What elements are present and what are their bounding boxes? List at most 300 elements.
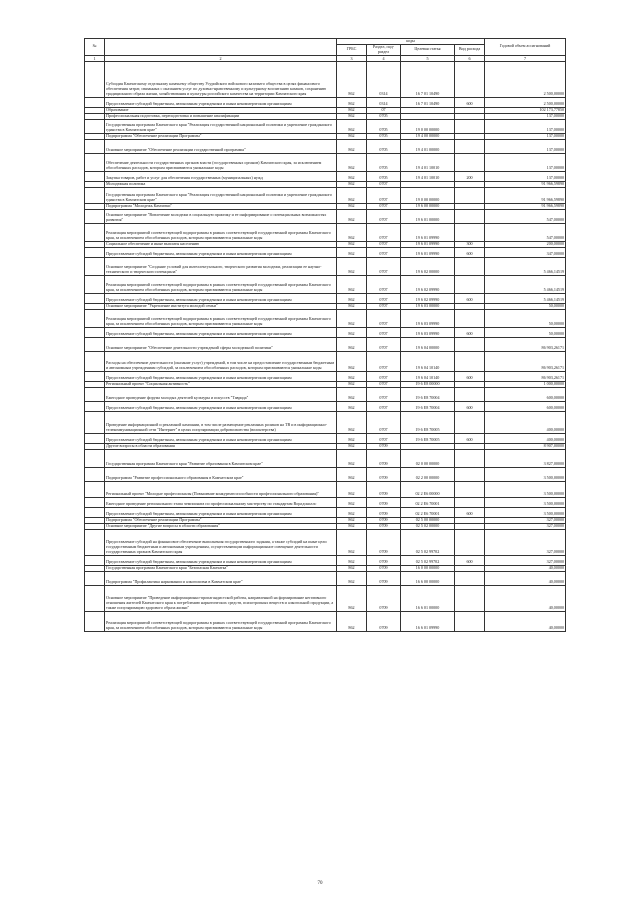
cell-target: 19 4 01 10010 (401, 171, 455, 181)
cell-exptype (455, 153, 485, 171)
cell-target: 19 6 01 09990 (401, 241, 455, 247)
cell-grbs: 862 (337, 517, 367, 523)
cell-section: 0707 (367, 387, 401, 401)
cell-target: 02 5 02 00000 (401, 523, 455, 529)
cell-target: 16 7 01 10490 (401, 97, 455, 107)
cell-name: Социальное обеспечение и иные выплаты населению (105, 241, 337, 247)
cell-section: 0705 (367, 139, 401, 153)
cell-name: Обеспечение деятельности государственных органов власти (государственных органов) Камчатского края, за исключением обособленных расходов, которым присваиваются уникальные коды (105, 153, 337, 171)
cell-amount: 137,00000 (485, 113, 566, 119)
cell-exptype (455, 529, 485, 555)
cell-name: Подпрограмма "Обеспечение реализации Программы" (105, 517, 337, 523)
cell-num (85, 153, 105, 171)
cell-target: 16 0 00 00000 (401, 565, 455, 571)
cell-num (85, 293, 105, 303)
cell-section: 0707 (367, 401, 401, 411)
cell-exptype (455, 309, 485, 327)
cell-grbs: 862 (337, 401, 367, 411)
cell-grbs: 862 (337, 247, 367, 257)
col-number: 4 (367, 55, 401, 61)
cell-grbs: 862 (337, 181, 367, 187)
cell-grbs: 862 (337, 523, 367, 529)
cell-target: 19 0 00 00000 (401, 187, 455, 203)
cell-grbs: 862 (337, 257, 367, 275)
cell-amount: 347,00000 (485, 247, 566, 257)
cell-name: Государственная программа Камчатского края "Реализация государственной национальной политики и укрепление гражданского единства в Камчатском крае" (105, 187, 337, 203)
cell-section: 0705 (367, 133, 401, 139)
header-codes: коды (337, 39, 485, 45)
cell-name: Региональный проект "Молодые профессионалы (Повышение конкурентоспособности профессионального образования)" (105, 481, 337, 497)
cell-name: Закупка товаров, работ и услуг для обеспечения государственных (муниципальных) нужд (105, 171, 337, 181)
cell-target: 02 5 00 00000 (401, 517, 455, 523)
cell-grbs: 862 (337, 133, 367, 139)
cell-target: 16 6 01 09990 (401, 611, 455, 631)
col-number: 5 (401, 55, 455, 61)
cell-num (85, 309, 105, 327)
table-row (85, 529, 566, 555)
cell-name: Предоставление субсидий бюджетным, автономным учреждениям и иным некоммерческим организациям (105, 433, 337, 443)
cell-grbs: 862 (337, 327, 367, 337)
cell-name: Основное мероприятие "Создание условий для интеллектуального, творческого развития молодежи, реализации ее научно-технического и творческого потенциала" (105, 257, 337, 275)
cell-target: 19 4 00 00000 (401, 133, 455, 139)
cell-amount: 50,00000 (485, 309, 566, 327)
cell-section: 0707 (367, 327, 401, 337)
cell-amount: 5 466,14519 (485, 275, 566, 293)
cell-target: 19 6 E8 70004 (401, 401, 455, 411)
cell-amount: 137,00000 (485, 153, 566, 171)
col-number: 2 (105, 55, 337, 61)
table-row (85, 337, 566, 351)
cell-amount: 327,00000 (485, 555, 566, 565)
cell-exptype (455, 275, 485, 293)
cell-grbs: 862 (337, 555, 367, 565)
cell-exptype: 600 (455, 247, 485, 257)
cell-exptype (455, 351, 485, 371)
cell-target: 02 5 02 99702 (401, 529, 455, 555)
cell-grbs: 862 (337, 203, 367, 209)
table-row (85, 293, 566, 303)
cell-num (85, 119, 105, 133)
table-row (85, 257, 566, 275)
cell-section: 0709 (367, 585, 401, 611)
cell-grbs: 862 (337, 411, 367, 433)
cell-exptype: 600 (455, 401, 485, 411)
cell-target: 19 6 01 09990 (401, 223, 455, 241)
cell-target: 19 6 04 10140 (401, 351, 455, 371)
cell-exptype (455, 611, 485, 631)
cell-section: 0705 (367, 113, 401, 119)
cell-grbs: 862 (337, 337, 367, 351)
cell-exptype: 300 (455, 241, 485, 247)
cell-section: 0707 (367, 371, 401, 381)
table-row (85, 327, 566, 337)
cell-exptype: 600 (455, 433, 485, 443)
cell-num (85, 61, 105, 97)
cell-exptype (455, 449, 485, 467)
cell-section: 0707 (367, 187, 401, 203)
cell-exptype (455, 467, 485, 481)
cell-name: Государственная программа Камчатского края "Развитие образования в Камчатском крае" (105, 449, 337, 467)
cell-name: Государственная программа Камчатского края "Реализация государственной национальной политики и укрепление гражданского единства в Камчатском крае" (105, 119, 337, 133)
cell-name: Другие вопросы в области образования (105, 443, 337, 449)
cell-target: 19 6 01 09990 (401, 247, 455, 257)
cell-amount: 400,00000 (485, 433, 566, 443)
table-row (85, 411, 566, 433)
cell-amount: 600,00000 (485, 387, 566, 401)
cell-section: 0709 (367, 443, 401, 449)
cell-section: 0707 (367, 257, 401, 275)
cell-section: 0707 (367, 411, 401, 433)
cell-amount: 327,00000 (485, 517, 566, 523)
table-row (85, 119, 566, 133)
cell-section: 0707 (367, 337, 401, 351)
cell-target: 19 4 01 00000 (401, 139, 455, 153)
table-row (85, 497, 566, 507)
cell-grbs: 862 (337, 443, 367, 449)
cell-name: Предоставление субсидий бюджетным, автономным учреждениям и иным некоммерческим организациям (105, 247, 337, 257)
cell-name: Предоставление субсидий бюджетным, автономным учреждениям и иным некоммерческим организациям (105, 97, 337, 107)
cell-section: 0707 (367, 275, 401, 293)
cell-grbs: 862 (337, 153, 367, 171)
cell-section: 0707 (367, 351, 401, 371)
cell-exptype (455, 481, 485, 497)
cell-grbs: 862 (337, 293, 367, 303)
cell-section: 0709 (367, 555, 401, 565)
cell-section: 0707 (367, 247, 401, 257)
cell-name: Основное мероприятие "Другие вопросы в области образования" (105, 523, 337, 529)
header-grbs: ГРБС (337, 44, 367, 55)
cell-amount: 327,00000 (485, 529, 566, 555)
cell-num (85, 611, 105, 631)
cell-target: 19 6 E8 70005 (401, 433, 455, 443)
cell-grbs: 862 (337, 171, 367, 181)
cell-amount: 3 500,00000 (485, 481, 566, 497)
cell-num (85, 171, 105, 181)
cell-section: 0709 (367, 449, 401, 467)
cell-exptype: 600 (455, 507, 485, 517)
cell-target: 02 2 E6 70001 (401, 507, 455, 517)
cell-grbs: 862 (337, 433, 367, 443)
cell-grbs: 862 (337, 387, 367, 401)
cell-num (85, 223, 105, 241)
cell-section: 0707 (367, 241, 401, 247)
cell-section: 0709 (367, 565, 401, 571)
cell-target: 19 6 02 09990 (401, 293, 455, 303)
cell-name: Основное мероприятие "Обеспечение реализации государственной программы" (105, 139, 337, 153)
table-header (85, 39, 566, 62)
cell-exptype (455, 257, 485, 275)
cell-section: 0707 (367, 181, 401, 187)
cell-exptype (455, 497, 485, 507)
table-row (85, 371, 566, 381)
cell-num (85, 139, 105, 153)
cell-amount: 50,00000 (485, 327, 566, 337)
cell-num (85, 97, 105, 107)
cell-name: Проведение информационной и рекламной кампании, в том числе размещение рекламных роликов на ТВ и в информационно-телекоммуникационной сети "Интернет" в целях популяризации добровольчества (волонтерства) (105, 411, 337, 433)
cell-target: 19 6 02 00000 (401, 257, 455, 275)
table-row (85, 481, 566, 497)
cell-amount: 8 907,00000 (485, 443, 566, 449)
cell-num (85, 327, 105, 337)
cell-name: Реализация мероприятий соответствующей подпрограммы в рамках соответствующей государственной программы Камчатского края, за исключением обособленных расходов, которым присваиваются уникальные коды (105, 275, 337, 293)
cell-name: Основное мероприятие "Вовлечение молодежи в социальную практику и ее информирование о потенциальных возможностях развития" (105, 209, 337, 223)
table-row (85, 247, 566, 257)
cell-num (85, 507, 105, 517)
table-row (85, 61, 566, 97)
cell-exptype (455, 119, 485, 133)
cell-name: Региональный проект "Социальная активность" (105, 381, 337, 387)
cell-amount: 86 903,26171 (485, 337, 566, 351)
cell-name: Основное мероприятие "Проведение информационно-пропагандистской работы, направленной на формирование негативного отношения жителей Камчатского края к потреблению наркотических средств, психотропных веществ и алкогольной продукции, а также популяризацию здорового образа жизни" (105, 585, 337, 611)
cell-exptype (455, 571, 485, 585)
table-row (85, 585, 566, 611)
col-number: 6 (455, 55, 485, 61)
table-row (85, 153, 566, 171)
table-row (85, 139, 566, 153)
cell-grbs: 862 (337, 303, 367, 309)
table-row (85, 351, 566, 371)
cell-exptype (455, 337, 485, 351)
cell-grbs: 862 (337, 497, 367, 507)
table-row (85, 401, 566, 411)
cell-name: Образование (105, 107, 337, 113)
cell-target: 19 6 04 00000 (401, 337, 455, 351)
cell-amount: 2 500,00000 (485, 97, 566, 107)
cell-exptype: 200 (455, 171, 485, 181)
cell-target: 19 6 03 00000 (401, 303, 455, 309)
cell-target: 19 4 01 10010 (401, 153, 455, 171)
table-row (85, 309, 566, 327)
cell-grbs: 862 (337, 223, 367, 241)
cell-grbs: 862 (337, 139, 367, 153)
cell-exptype: 600 (455, 97, 485, 107)
cell-grbs: 862 (337, 571, 367, 585)
budget-table (84, 38, 566, 632)
cell-exptype (455, 187, 485, 203)
cell-section: 0707 (367, 433, 401, 443)
cell-target: 02 2 E6 70001 (401, 497, 455, 507)
cell-amount: 40,00000 (485, 611, 566, 631)
cell-section: 0709 (367, 571, 401, 585)
table-body (85, 61, 566, 631)
cell-exptype (455, 585, 485, 611)
cell-amount: 86 903,26171 (485, 351, 566, 371)
cell-exptype (455, 139, 485, 153)
cell-amount: 91 966,59890 (485, 203, 566, 209)
cell-num (85, 187, 105, 203)
cell-name: Предоставление субсидий на финансовое обеспечение выполнения государственного задания, а также субсидий на иные цели государственным бюджетным и автономным учреждениям, осуществляющим информационное освещение деятельности государственных органов Камчатского края (105, 529, 337, 555)
col-number: 3 (337, 55, 367, 61)
header-target: Целевая статья (401, 44, 455, 55)
cell-grbs: 862 (337, 209, 367, 223)
cell-amount: 86 903,26171 (485, 371, 566, 381)
header-exptype: Вид расхода (455, 44, 485, 55)
cell-grbs: 862 (337, 371, 367, 381)
cell-name: Профессиональная подготовка, переподготовка и повышение квалификации (105, 113, 337, 119)
cell-target: 19 6 01 00000 (401, 209, 455, 223)
cell-grbs: 862 (337, 351, 367, 371)
cell-section: 0707 (367, 381, 401, 387)
cell-amount: 600,00000 (485, 401, 566, 411)
cell-name: Расходы на обеспечение деятельности (оказание услуг) учреждений, в том числе на предоставление государственным бюджетным и автономным учреждениям субсидий, за исключением обособленных расходов, которым присваиваются уникальные коды (105, 351, 337, 371)
table-row (85, 209, 566, 223)
cell-grbs: 862 (337, 507, 367, 517)
cell-exptype: 600 (455, 327, 485, 337)
cell-num (85, 209, 105, 223)
cell-name: Предоставление субсидий бюджетным, автономным учреждениям и иным некоммерческим организациям (105, 371, 337, 381)
cell-num (85, 337, 105, 351)
cell-grbs: 862 (337, 113, 367, 119)
table-row (85, 387, 566, 401)
cell-target: 16 6 01 00000 (401, 585, 455, 611)
cell-grbs: 862 (337, 481, 367, 497)
cell-name: Предоставление субсидий бюджетным, автономным учреждениям и иным некоммерческим организациям (105, 401, 337, 411)
cell-target: 02 0 00 00000 (401, 449, 455, 467)
cell-section: 0709 (367, 611, 401, 631)
cell-exptype (455, 209, 485, 223)
cell-target: 02 2 E6 00000 (401, 481, 455, 497)
header-section: Раздел, под-раздел (367, 44, 401, 55)
page-number: 70 (317, 881, 323, 886)
cell-target: 02 2 00 00000 (401, 467, 455, 481)
cell-amount: 137,00000 (485, 139, 566, 153)
cell-num (85, 371, 105, 381)
cell-num (85, 275, 105, 293)
cell-name: Предоставление субсидий бюджетным, автономным учреждениям и иным некоммерческим организациям (105, 327, 337, 337)
cell-num (85, 257, 105, 275)
table-row (85, 171, 566, 181)
cell-exptype (455, 223, 485, 241)
cell-num (85, 247, 105, 257)
cell-num (85, 387, 105, 401)
cell-num (85, 351, 105, 371)
cell-section: 0709 (367, 467, 401, 481)
table-row (85, 433, 566, 443)
cell-section: 07 (367, 107, 401, 113)
cell-amount: 1 000,00000 (485, 381, 566, 387)
cell-target: 19 6 00 00000 (401, 203, 455, 209)
cell-section: 0707 (367, 303, 401, 309)
cell-name: Подпрограмма "Развитие профессионального образования в Камчатском крае" (105, 467, 337, 481)
cell-name: Государственная программа Камчатского края "Безопасная Камчатка" (105, 565, 337, 571)
table-row (85, 507, 566, 517)
table-row (85, 97, 566, 107)
cell-amount: 137,00000 (485, 171, 566, 181)
cell-exptype (455, 387, 485, 401)
cell-amount: 102 173,77850 (485, 107, 566, 113)
cell-amount: 3 500,00000 (485, 507, 566, 517)
cell-amount: 400,00000 (485, 411, 566, 433)
table-row (85, 275, 566, 293)
cell-grbs: 862 (337, 187, 367, 203)
cell-name: Подпрограмма "Обеспечение реализации Программы" (105, 133, 337, 139)
cell-target: 19 6 04 10140 (401, 371, 455, 381)
cell-num (85, 529, 105, 555)
cell-section: 0709 (367, 523, 401, 529)
cell-grbs: 862 (337, 241, 367, 247)
cell-name: Реализация мероприятий соответствующей подпрограммы в рамках соответствующей государственной программы Камчатского края, за исключением обособленных расходов, которым присваиваются уникальные коды (105, 223, 337, 241)
cell-section: 0707 (367, 309, 401, 327)
cell-grbs: 862 (337, 97, 367, 107)
cell-name: Ежегодное проведение регионального этапа чемпионата по профессиональному мастерству по стандартам Ворлдскиллс (105, 497, 337, 507)
cell-section: 0314 (367, 61, 401, 97)
cell-amount: 137,00000 (485, 119, 566, 133)
cell-section: 0707 (367, 223, 401, 241)
cell-amount: 327,00000 (485, 523, 566, 529)
cell-target: 19 6 E8 70004 (401, 387, 455, 401)
cell-section: 0707 (367, 209, 401, 223)
table-row (85, 223, 566, 241)
cell-amount: 547,00000 (485, 209, 566, 223)
cell-target: 16 6 00 00000 (401, 571, 455, 585)
cell-grbs: 862 (337, 61, 367, 97)
table-row (85, 571, 566, 585)
cell-section: 0705 (367, 119, 401, 133)
cell-name: Основное мероприятие "Обеспечение деятельности учреждений сферы молодежной политики" (105, 337, 337, 351)
cell-section: 0709 (367, 517, 401, 523)
cell-amount: 91 966,59890 (485, 181, 566, 187)
header-num: № (85, 39, 105, 56)
cell-grbs: 862 (337, 107, 367, 113)
cell-amount: 50,00000 (485, 303, 566, 309)
cell-grbs: 862 (337, 585, 367, 611)
cell-amount: 200,00000 (485, 241, 566, 247)
cell-num (85, 571, 105, 585)
cell-amount: 3 500,00000 (485, 497, 566, 507)
cell-target: 19 6 03 09990 (401, 327, 455, 337)
cell-amount: 40,00000 (485, 565, 566, 571)
cell-grbs: 862 (337, 565, 367, 571)
cell-exptype (455, 411, 485, 433)
table-row (85, 187, 566, 203)
cell-target: 02 5 02 99702 (401, 555, 455, 565)
cell-name: Предоставление субсидий бюджетным, автономным учреждениям и иным некоммерческим организациям (105, 293, 337, 303)
table-row (85, 611, 566, 631)
cell-num (85, 401, 105, 411)
cell-amount: 3 827,00000 (485, 449, 566, 467)
table-row (85, 555, 566, 565)
cell-amount: 91 966,59890 (485, 187, 566, 203)
cell-num (85, 467, 105, 481)
cell-section: 0705 (367, 153, 401, 171)
cell-grbs: 862 (337, 611, 367, 631)
cell-section: 0707 (367, 293, 401, 303)
cell-name: Реализация мероприятий соответствующей подпрограммы в рамках соответствующей государственной программы Камчатского края, за исключением обособленных расходов, которым присваиваются уникальные коды (105, 309, 337, 327)
cell-amount: 5 466,14519 (485, 293, 566, 303)
cell-name: Подпрограмма "Профилактика наркомании и алкоголизма в Камчатском крае" (105, 571, 337, 585)
cell-grbs: 862 (337, 529, 367, 555)
cell-amount: 40,00000 (485, 585, 566, 611)
cell-section: 0705 (367, 171, 401, 181)
cell-exptype (455, 61, 485, 97)
cell-target: 19 6 E8 70005 (401, 411, 455, 433)
cell-grbs: 862 (337, 449, 367, 467)
header-amount: Годовой объем ассигнований (485, 39, 566, 56)
table-row (85, 467, 566, 481)
cell-name: Предоставление субсидий бюджетным, автономным учреждениям и иным некоммерческим организациям (105, 555, 337, 565)
cell-num (85, 555, 105, 565)
cell-name: Молодежная политика (105, 181, 337, 187)
cell-name: Подпрограмма "Молодежь Камчатки" (105, 203, 337, 209)
cell-num (85, 411, 105, 433)
cell-exptype: 600 (455, 555, 485, 565)
cell-section: 0707 (367, 203, 401, 209)
cell-name: Ежегодное проведение форума молодых деятелей культуры и искусств "Таврида" (105, 387, 337, 401)
cell-section: 0314 (367, 97, 401, 107)
cell-num (85, 497, 105, 507)
cell-target: 19 0 00 00000 (401, 119, 455, 133)
cell-num (85, 449, 105, 467)
